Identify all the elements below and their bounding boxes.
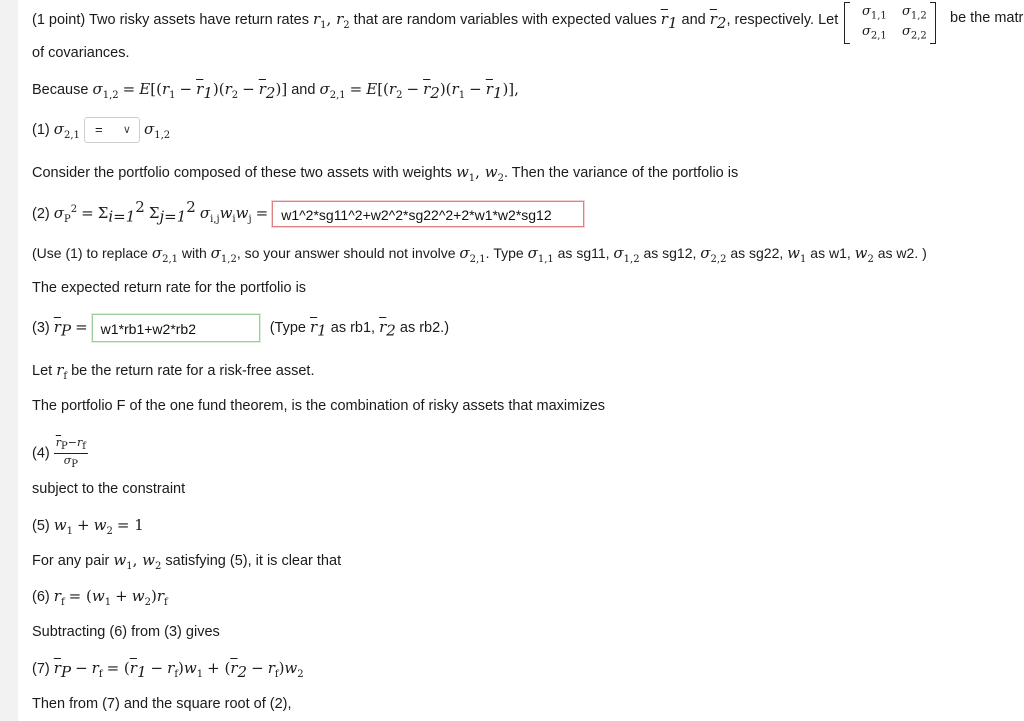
q1-line: (1) $\sigma_{2,1}$ = ∨ $\sigma_{1,2}$ bbox=[32, 117, 170, 143]
sharpe-ratio-fraction: $\frac{\overline{r}_P-r_f}{\sigma_P}$ bbox=[55, 436, 86, 471]
chevron-down-icon: ∨ bbox=[122, 124, 131, 136]
q3-line: (3) $\overline{r}_P = w1*rb1+w2*rb2$ (Type $\overline{r}_1$ as rb1, $\overline{r}_2$ as rb2.) bbox=[32, 314, 449, 342]
constraint-text: subject to the constraint bbox=[32, 481, 186, 497]
q2-variance-input[interactable]: w1^2*sg11^2+w2^2*sg22^2+2*w1*w2*sg12 bbox=[272, 201, 584, 227]
q4-line: (4) $\frac{\overline{r}_P-r_f}{\sigma_P}$ bbox=[32, 436, 86, 471]
let-rf-line: Let $r_f$ be the return rate for a risk-free asset. bbox=[32, 361, 315, 382]
portfolio-f-text: The portfolio F of the one fund theorem, is the combination of risky assets that maximizes bbox=[32, 398, 606, 414]
q3-return-input[interactable]: w1*rb1+w2*rb2 bbox=[92, 314, 260, 342]
then-text: Then from (7) and the square root of (2), bbox=[32, 696, 292, 712]
intro-suffix: be the matr bbox=[950, 10, 1024, 26]
problem-panel bbox=[18, 0, 1024, 721]
q6-line: (6) $r_f = (w_1 + w_2)r_f$ bbox=[32, 587, 168, 608]
subtract-text: Subtracting (6) from (3) gives bbox=[32, 624, 220, 640]
because-line: Because $\sigma_{1,2} = E[(r_1 - \overline{r}_1)(r_2 - \overline{r}_2)]$ and $\sigma_{2,1} = E[(r_2 - \overline{r}_2)(r_1 - \overline{r}_1)]$, bbox=[32, 80, 519, 102]
q5-line: (5) $w_1 + w_2 = 1$ bbox=[32, 516, 144, 537]
q1-relation-select[interactable]: = ∨ bbox=[84, 117, 140, 143]
expected-return-text: The expected return rate for the portfolio is bbox=[32, 280, 307, 296]
portfolio-line: Consider the portfolio composed of these two assets with weights $w_1$, $w_2$. Then the variance of the portfolio is bbox=[32, 163, 739, 184]
any-pair-line: For any pair $w_1$, $w_2$ satisfying (5), it is clear that bbox=[32, 551, 342, 572]
q2-line: (2) $\sigma_P^2 = \Sigma_{i=1}^2$ $\Sigma_{j=1}^2$ $\sigma_{i,j}w_iw_j$ = w1^2*sg11^2+w2^2*sg22^2+2*w1*w2*sg12 bbox=[32, 198, 584, 227]
q2-hint: (Use (1) to replace $\sigma_{2,1}$ with $\sigma_{1,2}$, so your answer should not involve $\sigma_{2,1}$. Type $\sigma_{1,1}$ as sg11, $\sigma_{1,2}$ as sg12, $\sigma_{2,2}$ as sg22, $w_1$ as w1, $w_2$ as w2. ) bbox=[32, 244, 927, 265]
covariance-matrix: $\sigma_{1,1}$ $\sigma_{1,2}$ $\sigma_{2,1}$ $\sigma_{2,2}$ bbox=[844, 2, 936, 42]
q7-line: (7) $\overline{r}_P - r_f = (\overline{r}_1 - r_f)w_1 + (\overline{r}_2 - r_f)w_2$ bbox=[32, 659, 304, 681]
intro-line: (1 point) Two risky assets have return rates $r_1$, $r_2$ that are random variables with expected values $\overline{r}_1$ and $\overline{r}_2$, respectively. Let bbox=[32, 10, 839, 32]
intro-line-2: of covariances. bbox=[32, 45, 130, 61]
